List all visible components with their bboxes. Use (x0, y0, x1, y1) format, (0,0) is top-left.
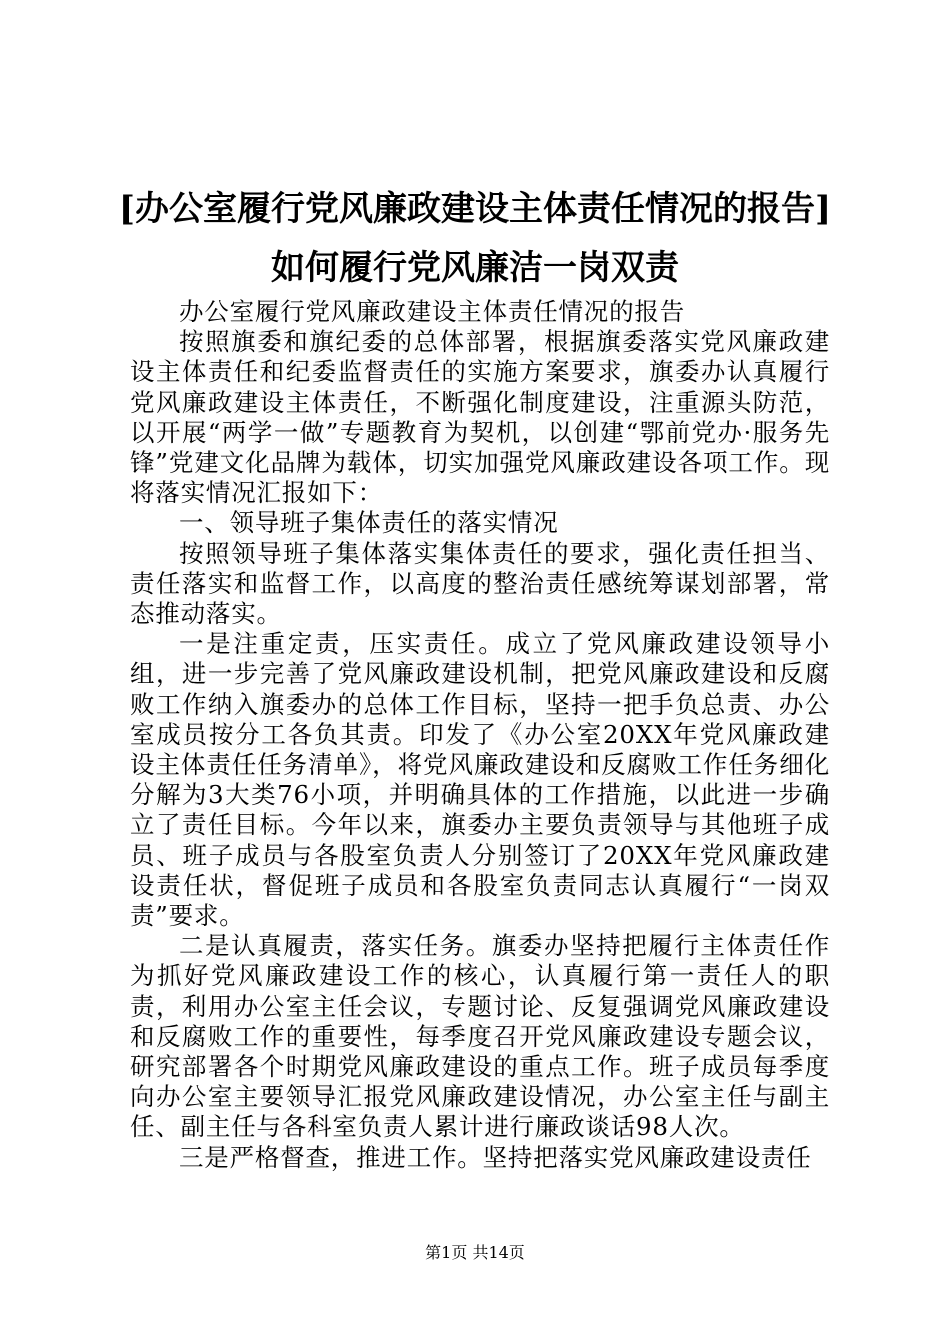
section-heading: 一、领导班子集体责任的落实情况 (179, 508, 559, 538)
point-two-paragraph: 二是认真履责，落实任务。旗委办坚持把履行主体责任作为抓好党风廉政建设工作的核心，认真履行第一责任人的职责，利用办公室主任会议，专题讨论、反复强调党风廉政建设和反腐败工作的重要性，每季度召开党风廉政建设专题会议，研究部署各个时期党风廉政建设的重点工作。班子成员每季度向办公室主要领导汇报党风廉政建设情况，办公室主任与副主任、副主任与各科室负责人累计进行廉政谈话98人次。 (130, 931, 830, 1142)
section-intro-paragraph: 按照领导班子集体落实集体责任的要求，强化责任担当、责任落实和监督工作，以高度的整治责任感统筹谋划部署，常态推动落实。 (130, 538, 830, 629)
point-three-paragraph: 三是严格督查，推进工作。坚持把落实党风廉政建设责任 (179, 1142, 812, 1172)
report-heading: 办公室履行党风廉政建设主体责任情况的报告 (179, 297, 685, 326)
page-number-footer: 第1页 共14页 (425, 1243, 525, 1262)
document-body (130, 297, 830, 1173)
document-title: [办公室履行党风廉政建设主体责任情况的报告]如何履行党风廉洁一岗双责 (118, 189, 832, 288)
point-one-paragraph: 一是注重定责，压实责任。成立了党风廉政建设领导小组，进一步完善了党风廉政建设机制，把党风廉政建设和反腐败工作纳入旗委办的总体工作目标，坚持一把手负总责、办公室成员按分工各负其责。印发了《办公室20XX年党风廉政建设主体责任任务清单》，将党风廉政建设和反腐败工作任务细化分解为3大类76小项，并明确具体的工作措施，以此进一步确立了责任目标。今年以来，旗委办主要负责领导与其他班子成员、班子成员与各股室负责人分别签订了20XX年党风廉政建设责任状，督促班子成员和各股室负责同志认真履行“一岗双责”要求。 (130, 629, 830, 931)
intro-paragraph: 按照旗委和旗纪委的总体部署，根据旗委落实党风廉政建设主体责任和纪委监督责任的实施方案要求，旗委办认真履行党风廉政建设主体责任，不断强化制度建设，注重源头防范，以开展“两学一做”专题教育为契机，以创建“鄂前党办·服务先锋”党建文化品牌为载体，切实加强党风廉政建设各项工作。现将落实情况汇报如下： (130, 327, 830, 508)
